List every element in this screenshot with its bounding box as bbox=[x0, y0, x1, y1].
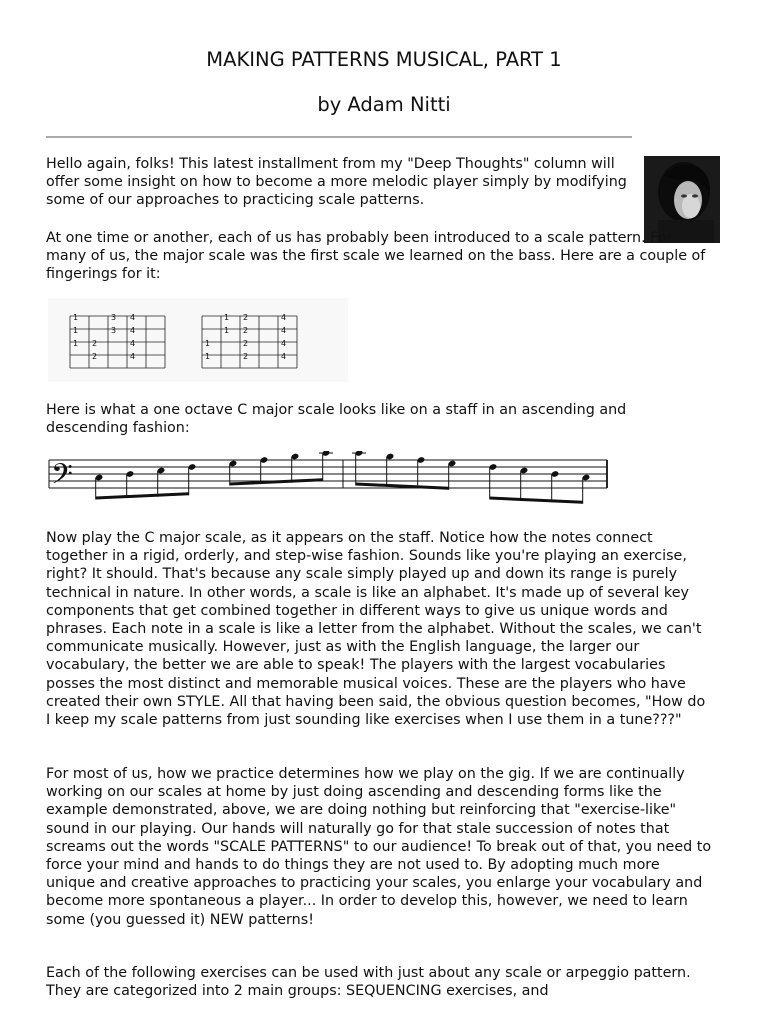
note-beam bbox=[490, 497, 583, 504]
finger-number: 4 bbox=[130, 352, 136, 361]
fingering-grid bbox=[70, 313, 165, 368]
c-major-scale-staff-svg bbox=[47, 451, 610, 511]
paragraph-practice-habits: For most of us, how we practice determines how we play on the gig. If we are continually working on our scales at home by just doing ascending and descending forms like the example demonstrated, above, we are doing nothing but reinforcing that "exercise-like" sound in our playing. Our hands will naturally go for that stale succession of notes that screams out the words "SCALE PATTERNS" to our audience! To break out of that, you need to force your mind and hands to do things they are not used to. By adopting much more unique and creative approaches to practicing your scales, you enlarge your vocabulary and become more spontaneous a player... In order to develop this, however, we need to learn some (you guessed it) NEW patterns! bbox=[46, 766, 712, 928]
paragraph-scale-pattern: At one time or another, each of us has probably been introduced to a scale pattern. For many of us, the major scale was the first scale we learned on the bass. Here are a couple of fingerings for it: bbox=[46, 230, 706, 283]
finger-number: 4 bbox=[281, 339, 287, 348]
finger-number: 2 bbox=[243, 313, 249, 322]
finger-number: 3 bbox=[111, 326, 117, 335]
fingering-diagrams-figure bbox=[48, 298, 348, 382]
finger-number: 2 bbox=[243, 352, 249, 361]
fingering-diagrams-svg bbox=[48, 298, 348, 382]
note-beam bbox=[96, 492, 189, 499]
finger-number: 1 bbox=[73, 313, 79, 322]
author-byline: by Adam Nitti bbox=[317, 93, 451, 116]
paragraph-scale-alphabet: Now play the C major scale, as it appears on the staff. Notice how the notes connect together in a rigid, orderly, and step-wise fashion. Sounds like you're playing an exercise, right? It should. That's because any scale simply played up and down its range is purely technical in nature. In other words, a scale is like an alphabet. It's made up of several key components that get combined together in different ways to give us unique words and phrases. Each note in a scale is like a letter from the alphabet. Without the scales, we can't communicate musically. However, just as with the English language, the larger our vocabulary, the better we are able to speak! The players with the largest vocabularies posses the most distinct and memorable musical voices. These are the players who have created their own STYLE. All that having been said, the obvious question becomes, "How do I keep my scale patterns from just sounding like exercises when I use them in a tune???" bbox=[46, 530, 706, 729]
finger-number: 1 bbox=[224, 326, 230, 335]
c-major-scale-staff-figure bbox=[47, 451, 610, 511]
fingering-grid bbox=[202, 313, 297, 368]
finger-number: 4 bbox=[130, 339, 136, 348]
finger-number: 4 bbox=[281, 326, 287, 335]
horizontal-divider bbox=[46, 136, 632, 138]
finger-number: 1 bbox=[73, 326, 79, 335]
finger-number: 4 bbox=[130, 313, 136, 322]
finger-number: 1 bbox=[224, 313, 230, 322]
finger-number: 4 bbox=[130, 326, 136, 335]
finger-number: 1 bbox=[73, 339, 79, 348]
note-beam bbox=[230, 478, 323, 485]
paragraph-exercise-groups: Each of the following exercises can be used with just about any scale or arpeggio pattern. They are categorized into 2 main groups: SEQUENCING exercises, and bbox=[46, 965, 691, 1000]
bass-clef-icon: 𝄢 bbox=[51, 458, 73, 498]
paragraph-c-major-staff: Here is what a one octave C major scale looks like on a staff in an ascending and descending fashion: bbox=[46, 402, 627, 437]
finger-number: 2 bbox=[243, 339, 249, 348]
finger-number: 2 bbox=[92, 339, 98, 348]
finger-number: 2 bbox=[243, 326, 249, 335]
finger-number: 1 bbox=[205, 339, 211, 348]
paragraph-intro: Hello again, folks! This latest installment from my "Deep Thoughts" column will offer some insight on how to become a more melodic player simply by modifying some of our approaches to practicing scale patterns. bbox=[46, 156, 627, 209]
finger-number: 1 bbox=[205, 352, 211, 361]
note-beam bbox=[356, 483, 449, 490]
finger-number: 2 bbox=[92, 352, 98, 361]
finger-number: 3 bbox=[111, 313, 117, 322]
finger-number: 4 bbox=[281, 313, 287, 322]
page-title: MAKING PATTERNS MUSICAL, PART 1 bbox=[206, 48, 562, 71]
finger-number: 4 bbox=[281, 352, 287, 361]
